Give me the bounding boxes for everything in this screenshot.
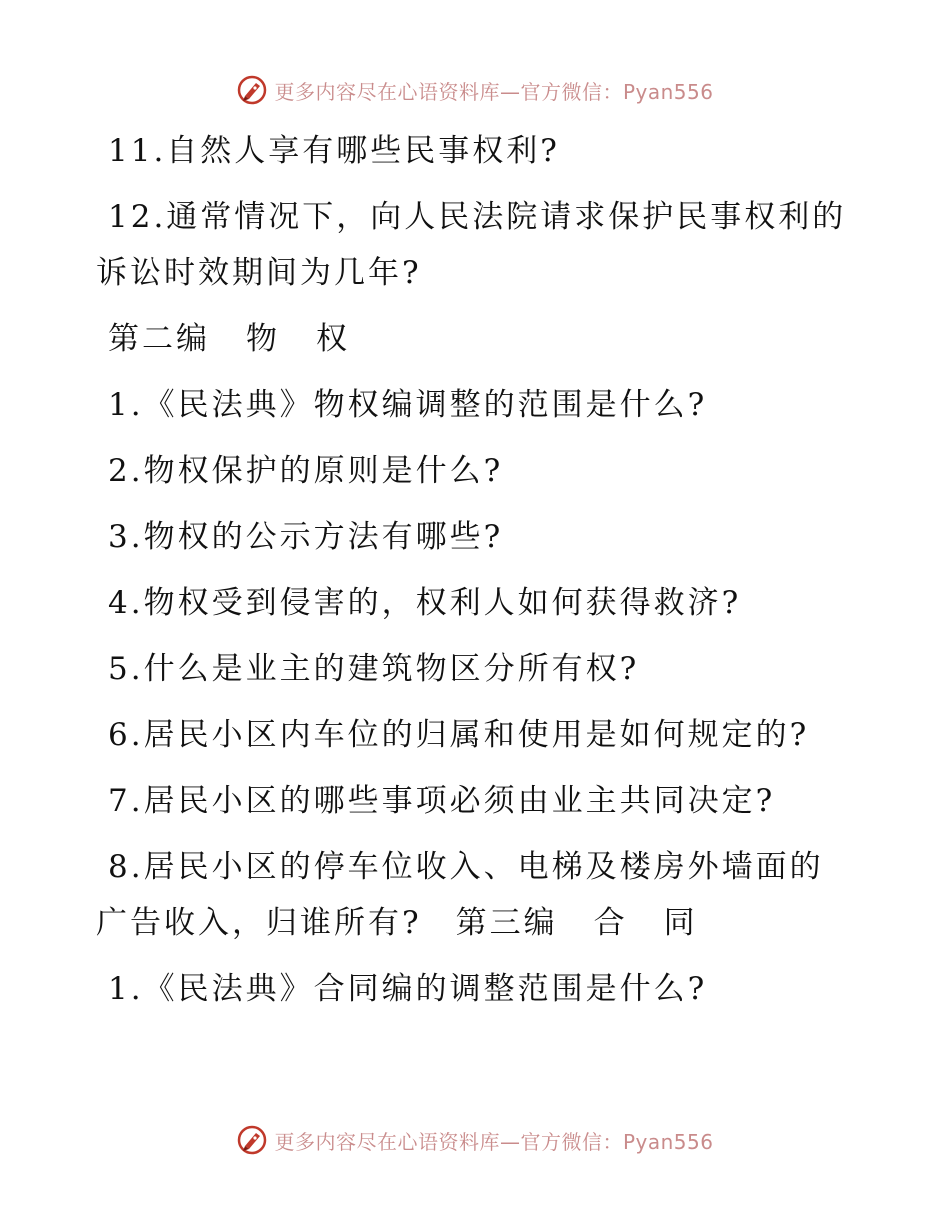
question-line: 11.自然人享有哪些民事权利? [108, 133, 560, 169]
section-title-char: 合 [593, 905, 628, 941]
question-line: 3.物权的公示方法有哪些? [108, 519, 504, 555]
watermark-text: 更多内容尽在心语资料库—官方微信：Pyan556 [274, 1129, 714, 1154]
section-heading [96, 306, 856, 372]
watermark-text: 更多内容尽在心语资料库—官方微信：Pyan556 [274, 79, 714, 104]
section-label: 第二编 [108, 321, 210, 357]
section-title-char: 权 [316, 321, 350, 357]
section-title-char: 物 [246, 321, 280, 357]
pen-nib-circle-icon [236, 1124, 268, 1156]
question-line: 1.《民法典》物权编调整的范围是什么? [108, 387, 708, 423]
section-title-char: 同 [663, 905, 698, 941]
document-body [96, 118, 856, 1022]
question-line: 2.物权保护的原则是什么? [108, 453, 504, 489]
section-label: 第三编 [455, 905, 558, 941]
question-tail: 广告收入，归谁所有? [96, 905, 422, 941]
question-line: 6.居民小区内车位的归属和使用是如何规定的? [108, 717, 810, 753]
header-watermark [0, 72, 950, 108]
question-line-continued: 诉讼时效期间为几年? [96, 255, 422, 291]
question-line: 7.居民小区的哪些事项必须由业主共同决定? [108, 783, 776, 819]
pen-nib-circle-icon [236, 74, 268, 106]
question-line: 4.物权受到侵害的，权利人如何获得救济? [108, 585, 742, 621]
question-line: 1.《民法典》合同编的调整范围是什么? [108, 971, 708, 1007]
question-line: 12.通常情况下，向人民法院请求保护民事权利的 [108, 199, 847, 235]
question-line: 8.居民小区的停车位收入、电梯及楼房外墙面的 [108, 849, 824, 885]
footer-watermark [0, 1122, 950, 1158]
question-line: 5.什么是业主的建筑物区分所有权? [108, 651, 640, 687]
